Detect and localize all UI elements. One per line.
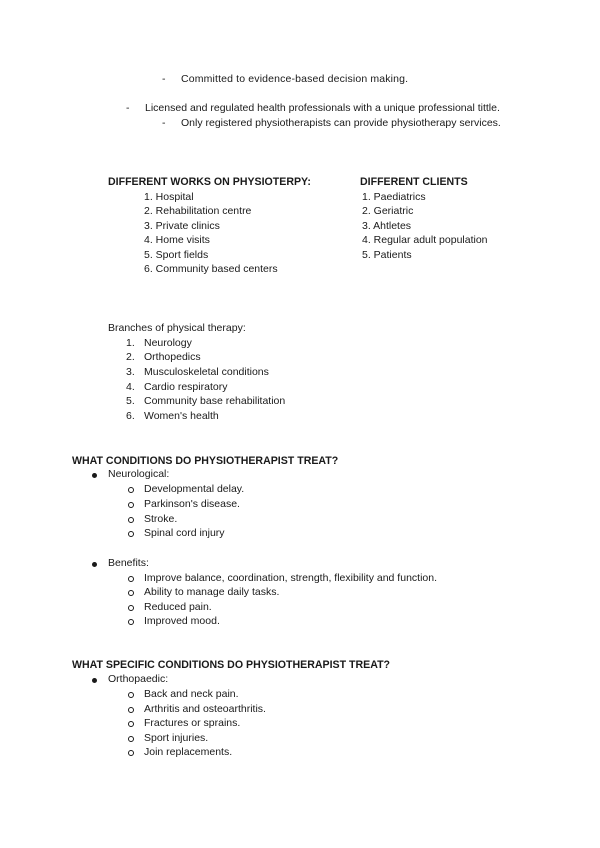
clients-item: 3. Ahtletes xyxy=(362,220,412,232)
ortho-item: Back and neck pain. xyxy=(144,688,239,700)
works-item: 2. Rehabilitation centre xyxy=(144,205,252,217)
circle-bullet-icon xyxy=(128,590,134,596)
works-item: 4. Home visits xyxy=(144,234,210,246)
clients-item: 2. Geriatric xyxy=(362,205,414,217)
ortho-item: Sport injuries. xyxy=(144,732,209,744)
circle-bullet-icon xyxy=(128,750,134,756)
neuro-item: Developmental delay. xyxy=(144,483,245,495)
branches-item: Women's health xyxy=(144,410,219,422)
ortho-item: Fractures or sprains. xyxy=(144,717,241,729)
clients-item: 1. Paediatrics xyxy=(362,191,426,203)
conditions-heading: WHAT CONDITIONS DO PHYSIOTHERAPIST TREAT? xyxy=(72,455,339,467)
branches-item: Cardio respiratory xyxy=(144,381,228,393)
circle-bullet-icon xyxy=(128,487,134,493)
neuro-item: Parkinson's disease. xyxy=(144,498,240,510)
neuro-item: Stroke. xyxy=(144,513,178,525)
branches-item: Musculoskeletal conditions xyxy=(144,366,269,378)
branches-number: 3. xyxy=(126,366,135,378)
circle-bullet-icon xyxy=(128,502,134,508)
benefits-label: Benefits: xyxy=(108,557,149,569)
clients-heading: DIFFERENT CLIENTS xyxy=(360,176,468,188)
branches-item: Community base rehabilitation xyxy=(144,395,286,407)
intro-committed: Committed to evidence-based decision making. xyxy=(181,73,409,85)
works-item: 5. Sport fields xyxy=(144,249,209,261)
dash-marker: - xyxy=(162,117,166,129)
circle-bullet-icon xyxy=(128,707,134,713)
clients-item: 4. Regular adult population xyxy=(362,234,488,246)
works-item: 1. Hospital xyxy=(144,191,194,203)
neuro-item: Spinal cord injury xyxy=(144,527,225,539)
bullet-icon xyxy=(92,678,97,683)
circle-bullet-icon xyxy=(128,736,134,742)
circle-bullet-icon xyxy=(128,721,134,727)
branches-number: 1. xyxy=(126,337,135,349)
circle-bullet-icon xyxy=(128,692,134,698)
bullet-icon xyxy=(92,562,97,567)
circle-bullet-icon xyxy=(128,619,134,625)
ortho-label: Orthopaedic: xyxy=(108,673,169,685)
intro-registered: Only registered physiotherapists can provide physiotherapy services. xyxy=(181,117,501,129)
benefits-item: Ability to manage daily tasks. xyxy=(144,586,280,598)
intro-licensed: Licensed and regulated health professionals with a unique professional tittle. xyxy=(145,102,500,114)
neuro-label: Neurological: xyxy=(108,468,170,480)
branches-item: Neurology xyxy=(144,337,192,349)
branches-number: 5. xyxy=(126,395,135,407)
benefits-item: Improve balance, coordination, strength, flexibility and function. xyxy=(144,572,438,584)
specific-heading: WHAT SPECIFIC CONDITIONS DO PHYSIOTHERAPIST TREAT? xyxy=(72,659,391,671)
circle-bullet-icon xyxy=(128,605,134,611)
branches-number: 4. xyxy=(126,381,135,393)
dash-marker: - xyxy=(126,102,130,114)
circle-bullet-icon xyxy=(128,531,134,537)
circle-bullet-icon xyxy=(128,576,134,582)
benefits-item: Improved mood. xyxy=(144,615,220,627)
ortho-item: Join replacements. xyxy=(144,746,233,758)
ortho-item: Arthritis and osteoarthritis. xyxy=(144,703,266,715)
works-item: 6. Community based centers xyxy=(144,263,278,275)
branches-heading: Branches of physical therapy: xyxy=(108,322,246,334)
branches-number: 6. xyxy=(126,410,135,422)
bullet-icon xyxy=(92,473,97,478)
branches-number: 2. xyxy=(126,351,135,363)
works-item: 3. Private clinics xyxy=(144,220,220,232)
dash-marker: - xyxy=(162,73,166,85)
works-heading: DIFFERENT WORKS ON PHYSIOTERPY: xyxy=(108,176,311,188)
branches-item: Orthopedics xyxy=(144,351,201,363)
circle-bullet-icon xyxy=(128,517,134,523)
clients-item: 5. Patients xyxy=(362,249,412,261)
benefits-item: Reduced pain. xyxy=(144,601,212,613)
